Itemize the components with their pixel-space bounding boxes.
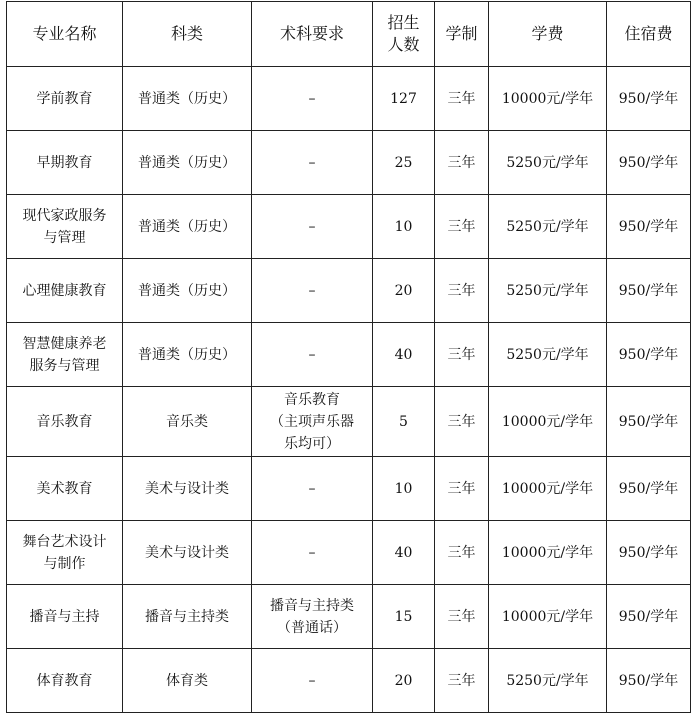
table-row [7, 585, 691, 649]
table-row [7, 457, 691, 521]
cell-major [7, 457, 123, 521]
cell-skill-requirement-line: 音乐教育 [284, 391, 340, 408]
cell-skill-requirement-line: – [308, 154, 316, 171]
cell-skill-requirement [252, 195, 373, 259]
header-dorm: 住宿费 [607, 2, 691, 67]
cell-quota: 20 [373, 259, 435, 323]
cell-quota: 10 [373, 195, 435, 259]
cell-years: 三年 [435, 323, 489, 387]
cell-tuition: 5250元/学年 [489, 131, 607, 195]
cell-major-line: 舞台艺术设计 [22, 533, 107, 550]
cell-category: 播音与主持类 [123, 585, 252, 649]
cell-major-line: 早期教育 [36, 154, 93, 171]
cell-major [7, 521, 123, 585]
cell-skill-requirement [252, 259, 373, 323]
cell-skill-requirement-line: – [308, 218, 316, 235]
header-quota [373, 2, 435, 67]
cell-category: 音乐类 [123, 387, 252, 457]
cell-skill-requirement-line: 乐均可） [284, 435, 340, 452]
cell-years: 三年 [435, 131, 489, 195]
cell-category: 体育类 [123, 649, 252, 713]
table-row [7, 521, 691, 585]
cell-quota: 10 [373, 457, 435, 521]
cell-major [7, 387, 123, 457]
cell-major-line: 学前教育 [36, 90, 93, 107]
header-tuition: 学费 [489, 2, 607, 67]
header-years: 学制 [435, 2, 489, 67]
cell-tuition: 10000元/学年 [489, 521, 607, 585]
cell-skill-requirement [252, 585, 373, 649]
header-skill-requirement: 术科要求 [252, 2, 373, 67]
cell-dorm: 950/学年 [607, 585, 691, 649]
cell-dorm: 950/学年 [607, 131, 691, 195]
cell-major-line: 与管理 [43, 229, 86, 246]
cell-tuition: 5250元/学年 [489, 259, 607, 323]
cell-category: 普通类（历史） [123, 323, 252, 387]
table-row [7, 131, 691, 195]
cell-skill-requirement [252, 131, 373, 195]
cell-skill-requirement [252, 457, 373, 521]
header-quota-line: 招生 [387, 13, 420, 32]
cell-quota: 25 [373, 131, 435, 195]
cell-quota: 40 [373, 323, 435, 387]
cell-skill-requirement [252, 323, 373, 387]
cell-tuition: 10000元/学年 [489, 585, 607, 649]
cell-category: 普通类（历史） [123, 259, 252, 323]
cell-quota: 127 [373, 67, 435, 131]
cell-skill-requirement-line: 播音与主持类 [270, 597, 354, 614]
cell-skill-requirement [252, 67, 373, 131]
cell-skill-requirement-line: – [308, 480, 316, 497]
cell-years: 三年 [435, 521, 489, 585]
cell-quota: 40 [373, 521, 435, 585]
cell-major [7, 649, 123, 713]
cell-dorm: 950/学年 [607, 67, 691, 131]
cell-major-line: 播音与主持 [29, 608, 100, 625]
cell-years: 三年 [435, 387, 489, 457]
cell-dorm: 950/学年 [607, 649, 691, 713]
cell-years: 三年 [435, 67, 489, 131]
cell-skill-requirement [252, 387, 373, 457]
table-row [7, 67, 691, 131]
cell-dorm: 950/学年 [607, 259, 691, 323]
cell-skill-requirement-line: （主项声乐器 [270, 413, 354, 430]
cell-major-line: 心理健康教育 [22, 282, 107, 299]
cell-major-line: 体育教育 [36, 672, 93, 689]
cell-category: 普通类（历史） [123, 195, 252, 259]
cell-major [7, 67, 123, 131]
header-major: 专业名称 [7, 2, 123, 67]
cell-tuition: 5250元/学年 [489, 195, 607, 259]
table-row [7, 195, 691, 259]
cell-skill-requirement-line: – [308, 282, 316, 299]
cell-dorm: 950/学年 [607, 323, 691, 387]
cell-major-line: 智慧健康养老 [22, 335, 107, 352]
cell-major [7, 259, 123, 323]
cell-quota: 5 [373, 387, 435, 457]
cell-quota: 20 [373, 649, 435, 713]
cell-category: 普通类（历史） [123, 67, 252, 131]
cell-major [7, 131, 123, 195]
cell-dorm: 950/学年 [607, 521, 691, 585]
cell-tuition: 5250元/学年 [489, 649, 607, 713]
cell-major-line: 与制作 [43, 555, 86, 572]
cell-tuition: 10000元/学年 [489, 387, 607, 457]
cell-dorm: 950/学年 [607, 387, 691, 457]
table-row [7, 323, 691, 387]
cell-major-line: 服务与管理 [29, 357, 100, 374]
cell-category: 美术与设计类 [123, 521, 252, 585]
cell-years: 三年 [435, 259, 489, 323]
cell-years: 三年 [435, 585, 489, 649]
header-category: 科类 [123, 2, 252, 67]
header-row [7, 2, 691, 67]
cell-skill-requirement [252, 649, 373, 713]
table-row [7, 259, 691, 323]
table-row [7, 387, 691, 457]
cell-category: 美术与设计类 [123, 457, 252, 521]
cell-tuition: 10000元/学年 [489, 67, 607, 131]
table-row [7, 649, 691, 713]
cell-major [7, 585, 123, 649]
cell-category: 普通类（历史） [123, 131, 252, 195]
cell-major-line: 美术教育 [36, 480, 93, 497]
header-quota-line: 人数 [387, 35, 420, 54]
cell-skill-requirement-line: （普通话） [277, 619, 347, 636]
cell-quota: 15 [373, 585, 435, 649]
enrollment-table [6, 1, 691, 713]
cell-tuition: 10000元/学年 [489, 457, 607, 521]
table-body [7, 67, 691, 713]
cell-years: 三年 [435, 649, 489, 713]
cell-years: 三年 [435, 195, 489, 259]
cell-skill-requirement-line: – [308, 90, 316, 107]
cell-major [7, 323, 123, 387]
cell-major-line: 音乐教育 [36, 413, 93, 430]
cell-skill-requirement-line: – [308, 672, 316, 689]
cell-skill-requirement-line: – [308, 346, 316, 363]
cell-tuition: 5250元/学年 [489, 323, 607, 387]
cell-skill-requirement-line: – [308, 544, 316, 561]
cell-dorm: 950/学年 [607, 457, 691, 521]
cell-years: 三年 [435, 457, 489, 521]
cell-major [7, 195, 123, 259]
cell-dorm: 950/学年 [607, 195, 691, 259]
cell-major-line: 现代家政服务 [22, 207, 107, 224]
cell-skill-requirement [252, 521, 373, 585]
